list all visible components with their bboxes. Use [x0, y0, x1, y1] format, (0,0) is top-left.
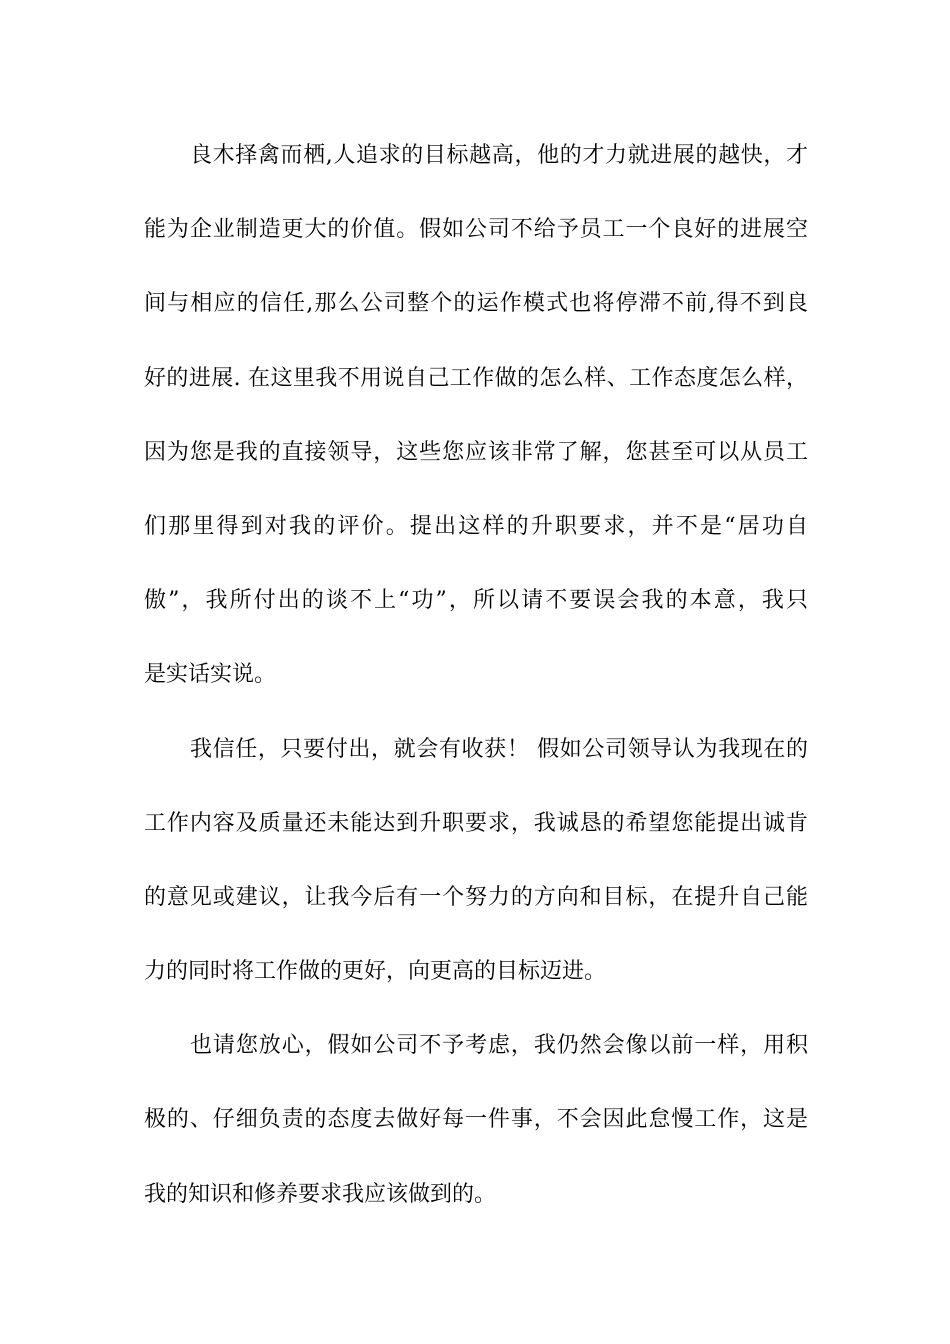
- text-line: 良木择禽而栖,人追求的目标越高，他的才力就进展的越快，才: [190, 143, 808, 168]
- text-line: 能为企业制造更大的价值。假如公司不给予员工一个良好的进展空: [144, 217, 808, 243]
- body-text: [144, 132, 808, 1245]
- text-line: 傲”，我所付出的谈不上“功”，所以请不要误会我的本意，我只: [144, 588, 808, 614]
- paragraph-2: [144, 726, 808, 1023]
- text-line: 我信任，只要付出，就会有收获！ 假如公司领导认为我现在的: [190, 736, 808, 762]
- paragraph-1: [144, 132, 808, 726]
- text-line: 因为您是我的直接领导，这些您应该非常了解，您甚至可以从员工: [144, 439, 808, 465]
- text-line: 极的、仔细负责的态度去做好每一件事，不会因此怠慢工作，这是: [144, 1107, 808, 1133]
- text-line: 间与相应的信任,那么公司整个的运作模式也将停滞不前,得不到良: [144, 291, 808, 317]
- text-line: 的意见或建议，让我今后有一个努力的方向和目标，在提升自己能: [144, 884, 808, 910]
- text-line: 们那里得到对我的评价。提出这样的升职要求，并不是“居功自: [144, 513, 808, 539]
- text-line: 是实话实说。: [144, 662, 277, 688]
- text-line: 也请您放心，假如公司不予考虑，我仍然会像以前一样，用积: [190, 1033, 808, 1059]
- text-line: 力的同时将工作做的更好，向更高的目标迈进。: [144, 959, 607, 985]
- paragraph-3: [144, 1022, 808, 1245]
- text-line: 工作内容及质量还未能达到升职要求，我诚恳的希望您能提出诚肯: [144, 810, 808, 836]
- text-line: 我的知识和修养要求我应该做到的。: [144, 1181, 497, 1207]
- text-line: 好的进展. 在这里我不用说自己工作做的怎么样、工作态度怎么样，: [144, 365, 808, 391]
